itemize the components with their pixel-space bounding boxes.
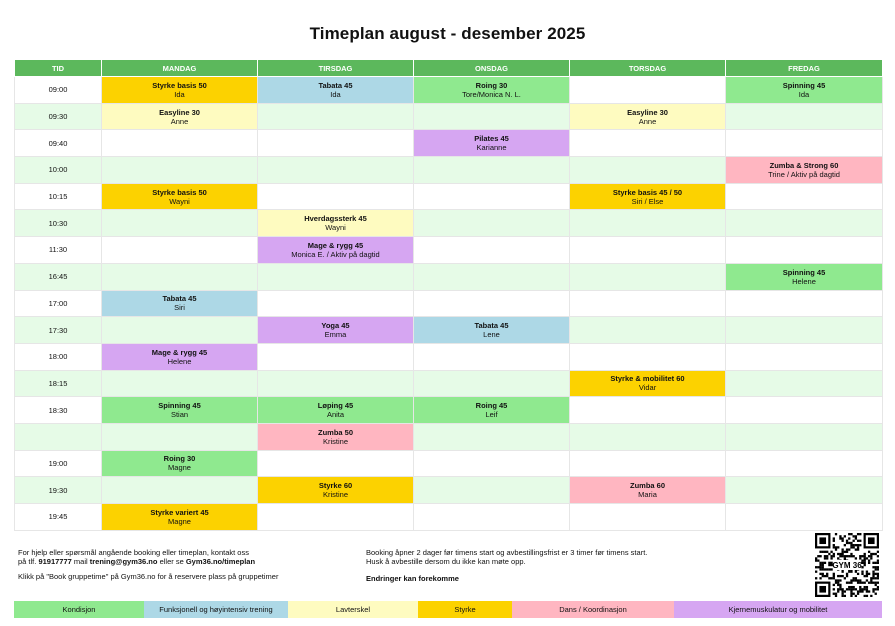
empty-cell-wednesday bbox=[414, 183, 570, 210]
empty-cell-monday bbox=[102, 157, 258, 184]
class-cell-friday[interactable] bbox=[726, 77, 883, 104]
schedule-row bbox=[15, 317, 883, 344]
empty-cell-wednesday bbox=[414, 103, 570, 130]
class-name: Styrke basis 45 / 50 bbox=[612, 187, 683, 197]
empty-cell-tuesday bbox=[258, 450, 414, 477]
empty-cell-thursday bbox=[570, 263, 726, 290]
schedule-row bbox=[15, 397, 883, 424]
empty-cell-thursday bbox=[570, 450, 726, 477]
email-link[interactable]: trening@gym36.no bbox=[89, 557, 158, 566]
empty-cell-friday bbox=[726, 237, 883, 264]
header-friday: FREDAG bbox=[726, 60, 883, 77]
empty-cell-tuesday bbox=[258, 343, 414, 370]
class-instructor: Ida bbox=[174, 89, 185, 99]
empty-cell-tuesday bbox=[258, 370, 414, 397]
empty-cell-thursday bbox=[570, 317, 726, 344]
time-cell: 19:00 bbox=[15, 450, 102, 477]
empty-cell-monday bbox=[102, 370, 258, 397]
empty-cell-thursday bbox=[570, 77, 726, 104]
class-instructor: Anne bbox=[638, 116, 657, 126]
class-name: Pilates 45 bbox=[474, 134, 509, 144]
class-cell-monday[interactable] bbox=[102, 290, 258, 317]
empty-cell-thursday bbox=[570, 504, 726, 531]
class-name: Styrke & mobilitet 60 bbox=[610, 374, 685, 384]
class-instructor: Wayni bbox=[325, 223, 346, 233]
empty-cell-wednesday bbox=[414, 210, 570, 237]
class-cell-tuesday[interactable] bbox=[258, 210, 414, 237]
schedule-row bbox=[15, 450, 883, 477]
class-cell-wednesday[interactable] bbox=[414, 397, 570, 424]
empty-cell-friday bbox=[726, 397, 883, 424]
empty-cell-wednesday bbox=[414, 343, 570, 370]
class-name: Yoga 45 bbox=[321, 321, 350, 331]
empty-cell-friday bbox=[726, 450, 883, 477]
class-cell-wednesday[interactable] bbox=[414, 130, 570, 157]
class-cell-tuesday[interactable] bbox=[258, 397, 414, 424]
mail-prefix: mail bbox=[71, 557, 90, 566]
contact-line1: For hjelp eller spørsmål angående booking eller timeplan, kontakt oss bbox=[18, 548, 249, 557]
schedule-row bbox=[15, 423, 883, 450]
empty-cell-friday bbox=[726, 477, 883, 504]
class-name: Tabata 45 bbox=[318, 80, 353, 90]
footer-booking-rules bbox=[366, 548, 706, 583]
legend-kondisjon: Kondisjon bbox=[14, 601, 144, 618]
class-instructor: Anita bbox=[326, 410, 345, 420]
class-instructor: Ida bbox=[798, 89, 810, 99]
class-cell-tuesday[interactable] bbox=[258, 77, 414, 104]
empty-cell-monday bbox=[102, 130, 258, 157]
empty-cell-friday bbox=[726, 103, 883, 130]
class-instructor: Trine / Aktiv på dagtid bbox=[768, 169, 840, 179]
class-cell-monday[interactable] bbox=[102, 504, 258, 531]
time-cell: 11:30 bbox=[15, 237, 102, 264]
class-instructor: Emma bbox=[324, 330, 347, 340]
class-instructor: Anne bbox=[170, 116, 189, 126]
class-instructor: Magne bbox=[168, 463, 191, 473]
class-cell-tuesday[interactable] bbox=[258, 477, 414, 504]
class-cell-monday[interactable] bbox=[102, 103, 258, 130]
legend-funk: Funksjonell og høyintensiv trening bbox=[144, 601, 288, 618]
phone-number[interactable]: 91917777 bbox=[38, 557, 72, 566]
class-cell-tuesday[interactable] bbox=[258, 237, 414, 264]
schedule-row bbox=[15, 157, 883, 184]
schedule-row bbox=[15, 130, 883, 157]
booking-rules-line1: Booking åpner 2 dager før timens start og avbestillingsfrist er 3 timer før timens start. bbox=[366, 548, 648, 557]
time-cell: 19:45 bbox=[15, 504, 102, 531]
class-cell-monday[interactable] bbox=[102, 450, 258, 477]
class-name: Styrke basis 50 bbox=[152, 80, 207, 90]
empty-cell-thursday bbox=[570, 397, 726, 424]
class-name: Roing 30 bbox=[163, 454, 196, 464]
class-cell-tuesday[interactable] bbox=[258, 423, 414, 450]
schedule-row bbox=[15, 263, 883, 290]
class-name: Zumba & Strong 60 bbox=[769, 160, 839, 170]
class-cell-thursday[interactable] bbox=[570, 477, 726, 504]
empty-cell-wednesday bbox=[414, 237, 570, 264]
header-time: TID bbox=[15, 60, 102, 77]
legend-kjerne: Kjernemuskulatur og mobilitet bbox=[674, 601, 882, 618]
empty-cell-thursday bbox=[570, 157, 726, 184]
schedule-row bbox=[15, 477, 883, 504]
schedule-row bbox=[15, 370, 883, 397]
empty-cell-monday bbox=[102, 317, 258, 344]
schedule-row bbox=[15, 103, 883, 130]
schedule-row bbox=[15, 343, 883, 370]
class-name: Mage & rygg 45 bbox=[151, 347, 208, 357]
empty-cell-wednesday bbox=[414, 157, 570, 184]
class-name: Zumba 60 bbox=[629, 481, 665, 491]
empty-cell-friday bbox=[726, 130, 883, 157]
class-name: Roing 30 bbox=[475, 80, 508, 90]
class-name: Tabata 45 bbox=[162, 294, 197, 304]
empty-cell-thursday bbox=[570, 130, 726, 157]
class-instructor: Tore/Monica N. L. bbox=[462, 89, 521, 99]
time-cell: 17:00 bbox=[15, 290, 102, 317]
schedule-body bbox=[15, 77, 883, 531]
class-name: Easyline 30 bbox=[159, 107, 200, 117]
class-cell-monday[interactable] bbox=[102, 397, 258, 424]
web-link[interactable]: Gym36.no/timeplan bbox=[185, 557, 256, 566]
book-info: Klikk på "Book gruppetime" på Gym36.no for å reservere plass på gruppetimer bbox=[18, 572, 279, 581]
class-cell-thursday[interactable] bbox=[570, 370, 726, 397]
class-cell-thursday[interactable] bbox=[570, 183, 726, 210]
class-instructor: Siri bbox=[174, 303, 185, 313]
empty-cell-wednesday bbox=[414, 504, 570, 531]
empty-cell-tuesday bbox=[258, 290, 414, 317]
empty-cell-tuesday bbox=[258, 157, 414, 184]
time-cell: 18:30 bbox=[15, 397, 102, 424]
legend-styrke: Styrke bbox=[418, 601, 512, 618]
class-instructor: Siri / Else bbox=[631, 196, 664, 206]
time-cell: 09:40 bbox=[15, 130, 102, 157]
empty-cell-tuesday bbox=[258, 263, 414, 290]
class-cell-friday[interactable] bbox=[726, 263, 883, 290]
empty-cell-thursday bbox=[570, 423, 726, 450]
empty-cell-wednesday bbox=[414, 263, 570, 290]
time-cell: 10:15 bbox=[15, 183, 102, 210]
class-cell-tuesday[interactable] bbox=[258, 317, 414, 344]
legend-lav: Lavterskel bbox=[288, 601, 418, 618]
empty-cell-wednesday bbox=[414, 370, 570, 397]
schedule-row bbox=[15, 290, 883, 317]
qr-code[interactable] bbox=[815, 533, 879, 597]
time-cell bbox=[15, 423, 102, 450]
header-thursday: TORSDAG bbox=[570, 60, 726, 77]
empty-cell-wednesday bbox=[414, 450, 570, 477]
empty-cell-friday bbox=[726, 504, 883, 531]
class-name: Styrke basis 50 bbox=[152, 187, 207, 197]
class-name: Spinning 45 bbox=[158, 401, 201, 411]
schedule-row bbox=[15, 237, 883, 264]
class-instructor: Ida bbox=[330, 89, 341, 99]
footer-contact bbox=[18, 548, 348, 585]
class-cell-thursday[interactable] bbox=[570, 103, 726, 130]
class-cell-wednesday[interactable] bbox=[414, 317, 570, 344]
empty-cell-wednesday bbox=[414, 290, 570, 317]
empty-cell-friday bbox=[726, 183, 883, 210]
class-instructor: Magne bbox=[168, 516, 191, 526]
empty-cell-thursday bbox=[570, 210, 726, 237]
header-monday: MANDAG bbox=[102, 60, 258, 77]
time-cell: 18:15 bbox=[15, 370, 102, 397]
time-cell: 18:00 bbox=[15, 343, 102, 370]
empty-cell-monday bbox=[102, 477, 258, 504]
web-prefix: eller se bbox=[157, 557, 186, 566]
class-instructor: Kristine bbox=[322, 490, 348, 500]
class-instructor: Helene bbox=[792, 276, 816, 286]
schedule-row bbox=[15, 210, 883, 237]
contact-line2-prefix: på tlf. bbox=[18, 557, 39, 566]
time-cell: 10:00 bbox=[15, 157, 102, 184]
class-name: Løping 45 bbox=[317, 401, 354, 411]
empty-cell-thursday bbox=[570, 290, 726, 317]
class-name: Easyline 30 bbox=[627, 107, 668, 117]
class-cell-monday[interactable] bbox=[102, 343, 258, 370]
empty-cell-tuesday bbox=[258, 504, 414, 531]
empty-cell-tuesday bbox=[258, 183, 414, 210]
header-tuesday: TIRSDAG bbox=[258, 60, 414, 77]
class-cell-wednesday[interactable] bbox=[414, 77, 570, 104]
empty-cell-friday bbox=[726, 370, 883, 397]
header-wednesday: ONSDAG bbox=[414, 60, 570, 77]
class-name: Zumba 50 bbox=[317, 427, 353, 437]
empty-cell-tuesday bbox=[258, 103, 414, 130]
time-cell: 09:00 bbox=[15, 77, 102, 104]
empty-cell-friday bbox=[726, 290, 883, 317]
time-cell: 17:30 bbox=[15, 317, 102, 344]
empty-cell-friday bbox=[726, 317, 883, 344]
time-cell: 16:45 bbox=[15, 263, 102, 290]
schedule-row bbox=[15, 183, 883, 210]
class-name: Tabata 45 bbox=[474, 321, 509, 331]
empty-cell-wednesday bbox=[414, 423, 570, 450]
empty-cell-monday bbox=[102, 423, 258, 450]
class-instructor: Karianne bbox=[476, 143, 507, 153]
page-title: Timeplan august - desember 2025 bbox=[309, 24, 586, 43]
class-instructor: Leif bbox=[485, 410, 498, 420]
changes-note: Endringer kan forekomme bbox=[366, 574, 459, 583]
class-name: Roing 45 bbox=[475, 401, 508, 411]
empty-cell-thursday bbox=[570, 237, 726, 264]
header-row bbox=[15, 60, 883, 77]
empty-cell-friday bbox=[726, 343, 883, 370]
class-name: Hverdagssterk 45 bbox=[304, 214, 367, 224]
class-name: Styrke 60 bbox=[318, 481, 353, 491]
class-name: Mage & rygg 45 bbox=[307, 240, 364, 250]
empty-cell-monday bbox=[102, 210, 258, 237]
class-instructor: Monica E. / Aktiv på dagtid bbox=[291, 249, 380, 259]
empty-cell-friday bbox=[726, 210, 883, 237]
schedule-table bbox=[14, 59, 883, 531]
empty-cell-friday bbox=[726, 423, 883, 450]
legend-dans: Dans / Koordinasjon bbox=[512, 601, 674, 618]
empty-cell-monday bbox=[102, 237, 258, 264]
class-instructor: Wayni bbox=[169, 196, 190, 206]
qr-label: GYM 36 bbox=[832, 561, 862, 570]
schedule-row bbox=[15, 504, 883, 531]
qr-code-icon bbox=[815, 533, 879, 597]
class-instructor: Helene bbox=[167, 356, 192, 366]
booking-rules-line2: Husk å avbestille dersom du ikke kan møte opp. bbox=[366, 557, 526, 566]
time-cell: 10:30 bbox=[15, 210, 102, 237]
class-name: Spinning 45 bbox=[782, 80, 826, 90]
class-instructor: Vidar bbox=[638, 383, 657, 393]
category-legend bbox=[14, 601, 882, 618]
empty-cell-thursday bbox=[570, 343, 726, 370]
class-cell-monday[interactable] bbox=[102, 77, 258, 104]
empty-cell-tuesday bbox=[258, 130, 414, 157]
class-cell-monday[interactable] bbox=[102, 183, 258, 210]
contact-text bbox=[18, 548, 348, 566]
class-instructor: Kristine bbox=[322, 436, 348, 446]
class-instructor: Lene bbox=[483, 330, 500, 340]
time-cell: 19:30 bbox=[15, 477, 102, 504]
class-instructor: Stian bbox=[170, 410, 189, 420]
class-name: Spinning 45 bbox=[782, 267, 826, 277]
class-name: Styrke variert 45 bbox=[150, 507, 209, 517]
schedule-row bbox=[15, 77, 883, 104]
class-cell-friday[interactable] bbox=[726, 157, 883, 184]
empty-cell-wednesday bbox=[414, 477, 570, 504]
time-cell: 09:30 bbox=[15, 103, 102, 130]
empty-cell-monday bbox=[102, 263, 258, 290]
class-instructor: Maria bbox=[638, 490, 657, 500]
